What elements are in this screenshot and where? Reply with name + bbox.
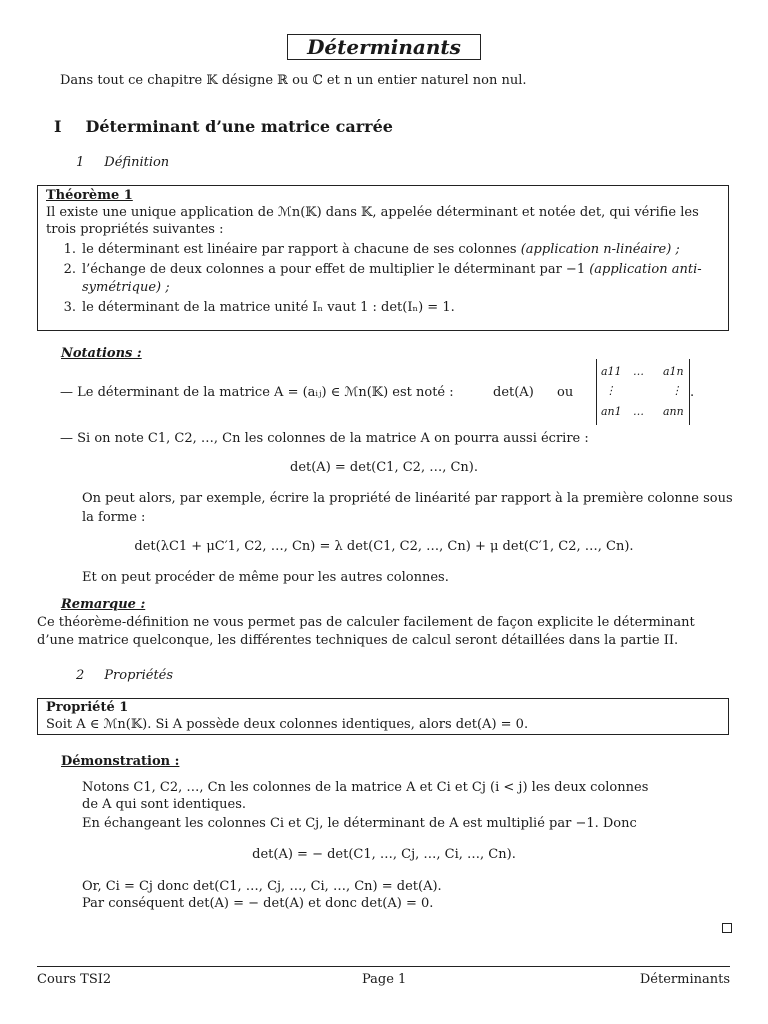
matrix-cell: a1n: [663, 365, 684, 378]
list-item: 1. le déterminant est linéaire par rapport à chacune de ses colonnes (application n-linéaire) ;: [63, 242, 680, 257]
subsection-heading-definition: [76, 155, 169, 170]
subsection-number: 1: [76, 155, 85, 170]
section-heading: [54, 117, 393, 136]
equation-2: det(λC1 + μC′1, C2, …, Cn) = λ det(C1, C2, …, Cn) + μ det(C′1, C2, …, Cn).: [134, 539, 634, 554]
footer-right: Déterminants: [639, 972, 730, 987]
property-box: [37, 698, 729, 735]
demo-equation: det(A) = − det(C1, …, Cj, …, Ci, …, Cn).: [252, 847, 516, 862]
intro-text: Dans tout ce chapitre 𝕂 désigne ℝ ou ℂ et n un entier naturel non nul.: [60, 73, 527, 88]
footer-page-number: Page 1: [362, 972, 407, 987]
period: .: [690, 385, 695, 400]
matrix-cell: a11: [601, 365, 622, 378]
matrix-cell: ann: [663, 405, 684, 418]
notation-bullet-1: — Le déterminant de la matrice A = (aᵢⱼ) ∈ ℳn(𝕂) est noté :: [60, 385, 454, 400]
theorem-list: [46, 241, 720, 317]
subsection-title: Propriétés: [104, 668, 174, 683]
section-title: Déterminant d’une matrice carrée: [85, 117, 393, 136]
subsection-title: Définition: [104, 155, 170, 170]
demo-line-1: Notons C1, C2, …, Cn les colonnes de la matrice A et Ci et Cj (i < j) les deux colonnes: [82, 780, 649, 795]
demo-line-3: En échangeant les colonnes Ci et Cj, le déterminant de A est multiplié par −1. Donc: [82, 816, 637, 831]
notations-label: Notations :: [61, 346, 142, 361]
demonstration-label: Démonstration :: [61, 754, 180, 769]
notation-ou: ou: [557, 385, 574, 400]
qed-square-icon: [722, 923, 732, 933]
determinant-matrix: [596, 359, 690, 425]
document-title: Déterminants: [287, 34, 481, 60]
matrix-cell: …: [633, 405, 644, 418]
notation-bullet-2: — Si on note C1, C2, …, Cn les colonnes de la matrice A on pourra aussi écrire :: [60, 431, 589, 446]
demo-line-5: Par conséquent det(A) = − det(A) et donc det(A) = 0.: [82, 896, 434, 911]
matrix-cell: ⋮: [605, 384, 616, 397]
matrix-cell: ⋮: [671, 384, 682, 397]
property-text: Soit A ∈ ℳn(𝕂). Si A possède deux colonnes identiques, alors det(A) = 0.: [46, 717, 529, 732]
equation-1: det(A) = det(C1, C2, …, Cn).: [290, 460, 478, 475]
theorem-heading: Théorème 1: [46, 188, 133, 203]
subsection-number: 2: [76, 668, 85, 683]
matrix-cell: …: [633, 365, 644, 378]
paragraph-line: la forme :: [82, 510, 146, 525]
theorem-box: [37, 185, 729, 331]
demo-line-4: Or, Ci = Cj donc det(C1, …, Cj, …, Ci, …, Cn) = det(A).: [82, 879, 442, 894]
footer-left: Cours TSI2: [37, 972, 112, 987]
section-number: I: [54, 117, 62, 136]
subsection-heading-properties: [76, 668, 173, 683]
property-heading: Propriété 1: [46, 700, 129, 715]
remark-line-2: d’une matrice quelconque, les différentes techniques de calcul seront détaillées dans la partie II.: [37, 633, 679, 648]
theorem-line-2: trois propriétés suivantes :: [46, 222, 224, 237]
paragraph-line: On peut alors, par exemple, écrire la propriété de linéarité par rapport à la première colonne sous: [82, 491, 733, 506]
remark-line-1: Ce théorème-définition ne vous permet pas de calculer facilement de façon explicite le déterminant: [37, 615, 695, 630]
list-item: 3. le déterminant de la matrice unité Iₙ vaut 1 : det(Iₙ) = 1.: [63, 300, 455, 315]
notation-det: det(A): [493, 385, 534, 400]
matrix-cell: an1: [601, 405, 622, 418]
theorem-line-1: Il existe une unique application de ℳn(𝕂) dans 𝕂, appelée déterminant et notée det, qui vérifie les: [46, 205, 699, 220]
footer-rule: [37, 966, 730, 967]
list-item: 2. l’échange de deux colonnes a pour effet de multiplier le déterminant par −1 (application anti-symétrique) ;: [63, 262, 702, 295]
demo-line-2: de A qui sont identiques.: [82, 797, 246, 812]
remark-label: Remarque :: [61, 597, 146, 612]
paragraph-line: Et on peut procéder de même pour les autres colonnes.: [82, 570, 449, 585]
